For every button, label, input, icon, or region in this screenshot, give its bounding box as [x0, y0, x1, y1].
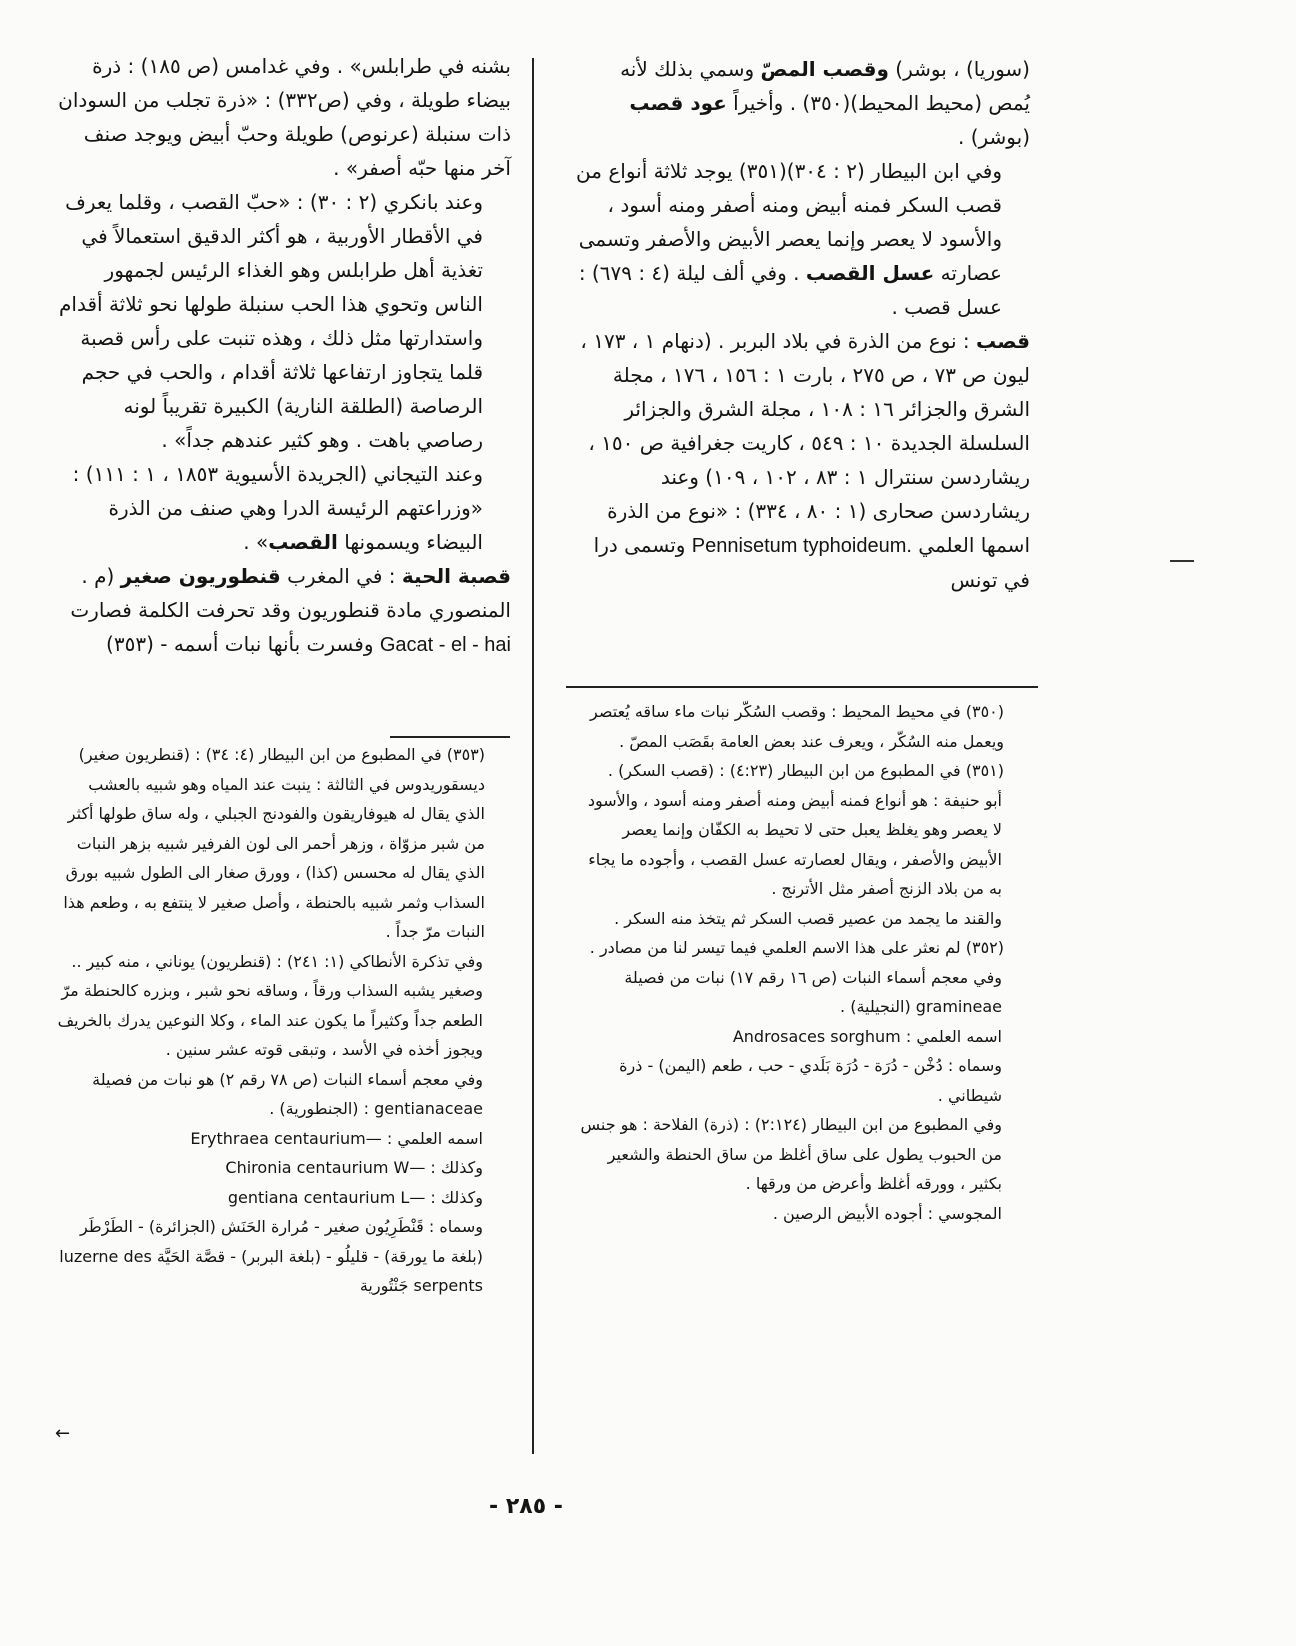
- text-run: وتسمى درا في تونس: [593, 533, 1030, 592]
- footnote-paragraph: اسمه العلمي : Androsaces sorghum: [732, 1026, 1002, 1046]
- text-run: وعند بانكري (٢ : ٣٠) : «حبّ القصب ، وقلما يعرف في الأقطار الأوربية ، هو أكثر الدقيق استعمالاً في تغذية أهل طرابلس وهو الغذاء الرئيس لجمهور الناس وتحوي هذا الحب سنبلة طولها نحو ثلاثة أقدام واستدارتها مثل ذلك ، وهذه تنبت على رأس قصبة قلما يتجاوز ارتفاعها ثلاثة أقدام ، والحب في حجم الرصاصة (الطلقة النارية) الكبيرة تقريباً لونه رصاصي باهت . وهو كثير عندهم جداً» .: [59, 190, 483, 452]
- footnote-paragraph: وكذلك : —Chironia centaurium W: [225, 1158, 483, 1177]
- text-run: وسمي بذلك لأنه يُمص (محيط المحيط)(٣٥٠) . وأخيراً: [620, 57, 1030, 115]
- body-paragraph: [53, 559, 511, 662]
- footnote-paragraph: والقند ما يجمد من عصير قصب السكر ثم يتخذ منه السكر .: [614, 908, 1002, 928]
- footnote-paragraph: (٣٥١) في المطبوع من ابن البيطار (٤:٢٣) : (قصب السكر) .: [607, 761, 1004, 780]
- footnote-paragraph: وفي تذكرة الأنطاكي (١: ٢٤١) : (قنطريون) يوناني ، منه كبير .. وصغير يشبه السذاب ورقاً ، وساقه نحو شبر ، وبزره كالحنطة مرّ الطعم جداً وكثيراً ما يكون عند الماء ، وكلا النوعين يدرك بالخريف ويجوز أخذه في الأسد ، وتبقى قوته عشر سنين .: [57, 951, 483, 1059]
- footnote-paragraph: وسماه : قَنْطَرِيُون صغير - مُرارة الحَنَش (الجزائرة) - الطَرْطَر (بلغة ما يورقة) - قليلُو - (بلغة البربر) - قصَّة الحَيَّة luzerne des serpents جَنْتُورية: [59, 1217, 483, 1295]
- left-column-text: [53, 49, 511, 662]
- footnote-paragraph: المجوسي : أجوده الأبيض الرصين .: [772, 1203, 1002, 1223]
- text-run: (سوريا) ، بوشر): [888, 57, 1030, 81]
- footnote-paragraph: (٣٥٠) في محيط المحيط : وقصب السُكّر نبات ماء ساقه يُعتصر ويعمل منه السُكّر ، ويعرف عند بعض العامة بقَصَب المصّ .: [590, 702, 1004, 751]
- text-run: . وفي ألف ليلة (٤ : ٦٧٩) : عسل قصب .: [578, 261, 1002, 319]
- text-run: : في المغرب: [280, 564, 402, 588]
- bold-term: القصب: [268, 530, 338, 554]
- footnote-paragraph: (٣٥٢) لم نعثر على هذا الاسم العلمي فيما تيسر لنا من مصادر .: [589, 938, 1004, 957]
- footnote-paragraph: أبو حنيفة : هو أنواع فمنه أبيض ومنه أصفر ومنه أسود ، والأسود لا يعصر وهو يغلظ يعبل حتى لا تحيط به الكفّان وإنما يعصر الأبيض والأصفر ، ويقال لعصارته عسل القصب ، وأجوده ما يجاء به من بلاد الزنج أصفر مثل الأترنج .: [587, 790, 1002, 898]
- body-paragraph: [53, 49, 511, 185]
- body-paragraph: [576, 52, 1030, 154]
- body-paragraph: [576, 324, 1030, 597]
- footnote-paragraph: (٣٥٣) في المطبوع من ابن البيطار (٤: ٣٤) : (قنطريون صغير) ديسقوريدوس في الثالثة : ينبت عند المياه وهو شبيه بالعشب الذي يقال له هيوفاريقون والفودنج الجبلي ، وله ساق طولها أكثر من شبر مزوّاة ، وزهر أحمر الى لون الفرفير شبيه بزهر النبات الذي يقال له محسس (كذا) ، وورق صغار الى الطول شبيه بورق السذاب وثمر شبيه بالحنطة ، وأصل صغير لا ينتفع به ، وطعم هذا النبات مرّ جداً .: [63, 745, 485, 941]
- text-run: : نوع من الذرة في بلاد البربر . (دنهام ١ ، ١٧٣ ، ليون ص ٧٣ ، ص ٢٧٥ ، بارت ١ : ١٥٦ ، ١٧٦ ، مجلة الشرق والجزائر ١٦ : ١٠٨ ، مجلة الشرق والجزائر السلسلة الجديدة ١٠ : ٥٤٩ ، كاريت جغرافية ص ١٥٠ ، ريشاردسن سنترال ١ : ٨٣ ، ١٠٢ ، ١٠٩) وعند ريشاردسن صحارى (١ : ٨٠ ، ٣٣٤) : «نوع من الذرة اسمها العلمي: [580, 329, 1030, 557]
- footnote-separator-left: [390, 736, 510, 738]
- text-run: » .: [243, 530, 269, 554]
- text-run: وفي ابن البيطار (٢ : ٣٠٤)(٣٥١) يوجد ثلاثة أنواع من قصب السكر فمنه أبيض ومنه أصفر ومنه أسود ، والأسود لا يعصر وإنما يعصر الأبيض والأصفر وتسمى عصارته: [576, 159, 1002, 285]
- bold-term: قصبة الحية: [401, 564, 511, 588]
- footnote-paragraph: وكذلك : —gentiana centaurium L: [227, 1187, 483, 1207]
- footnote-paragraph: اسمه العلمي : —Erythraea centaurium: [190, 1128, 483, 1148]
- bold-term: قصب: [976, 329, 1030, 353]
- text-run: وعند التيجاني (الجريدة الأسيوية ١٨٥٣ ، ١ : ١١١) : «وزراعتهم الرئيسة الدرا وهي صنف من الذرة البيضاء ويسمونها: [72, 462, 483, 554]
- footnote-paragraph: وسماه : دُخْن - دُرَة - دُرَة بَلَدي - حب ، طعم (اليمن) - ذرة شيطاني .: [619, 1056, 1002, 1105]
- body-paragraph: [53, 185, 511, 457]
- footnote-separator-right: [566, 686, 1038, 688]
- right-column-footnotes: [576, 697, 1030, 1228]
- left-column-footnotes: [53, 740, 511, 1301]
- bold-term: عسل القصب: [805, 261, 935, 285]
- page-number: - ٢٨٥ -: [489, 1494, 563, 1519]
- bold-term: قنطوريون صغير: [120, 564, 281, 588]
- body-paragraph: [576, 154, 1030, 324]
- text-run: وفسرت بأنها نبات أسمه - (٣٥٣): [106, 632, 380, 656]
- right-column-text: [576, 52, 1030, 597]
- body-paragraph: [53, 457, 511, 559]
- footnote-paragraph: وفي معجم أسماء النبات (ص ٧٨ رقم ٢) هو نبات من فصيلة gentianaceae : (الجنطورية) .: [92, 1069, 483, 1118]
- text-run: (م . المنصوري مادة قنطوريون وقد تحرفت الكلمة فصارت: [70, 564, 511, 622]
- latin-term: Gacat - el - hai: [379, 634, 511, 656]
- bold-term: وقصب المصّ: [760, 57, 889, 81]
- margin-mark: [1170, 560, 1194, 562]
- latin-term: Pennisetum typhoideum.: [691, 535, 912, 557]
- footnote-paragraph: وفي المطبوع من ابن البيطار (٢:١٢٤) : (ذرة) الفلاحة : هو جنس من الحبوب يطول على ساق أغلظ من ساق الحنطة والشعير بكثير ، وورقه أغلظ وأعرض من ورقها .: [580, 1115, 1002, 1193]
- text-run: بشنه في طرابلس» . وفي غدامس (ص ١٨٥) : ذرة بيضاء طويلة ، وفي (ص٣٣٢) : «ذرة تجلب من السودان ذات سنبلة (عرنوص) طويلة وحبّ أبيض ويوجد صنف آخر منها حبّه أصفر» .: [58, 54, 511, 180]
- continuation-arrow-icon: ←: [55, 1423, 71, 1444]
- column-divider: [532, 58, 534, 1454]
- text-run: (بوشر) .: [957, 125, 1030, 149]
- bold-term: عود قصب: [629, 91, 727, 115]
- footnote-paragraph: وفي معجم أسماء النبات (ص ١٦ رقم ١٧) نبات من فصيلة gramineae (النجيلية) .: [624, 967, 1002, 1016]
